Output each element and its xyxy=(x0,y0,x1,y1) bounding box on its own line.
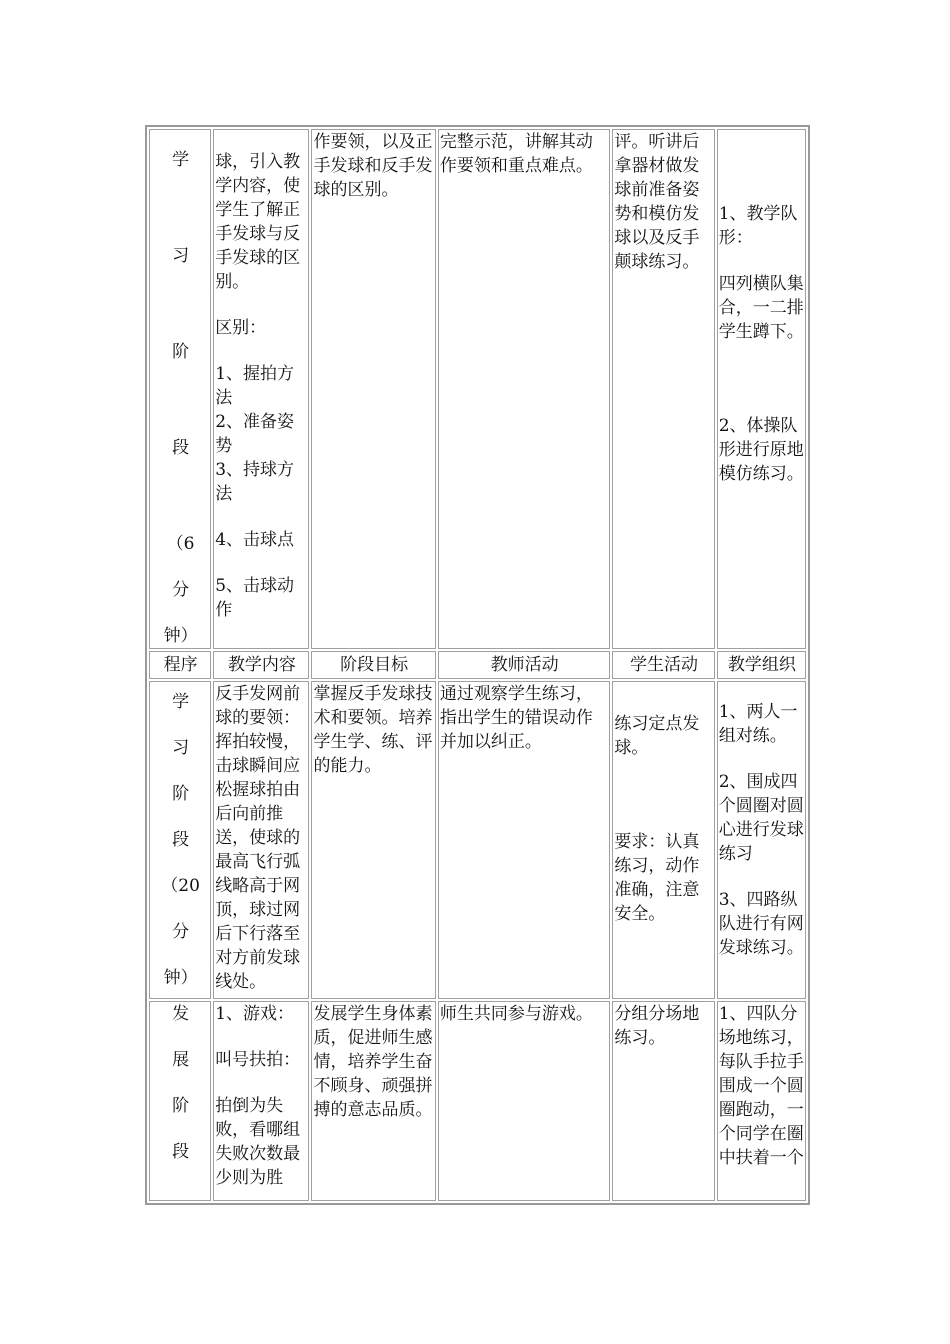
content-text: 球，引入教学内容，使学生了解正手发球与反手发球的区别。 xyxy=(215,152,301,292)
teacher-text: 师生共同参与游戏。 xyxy=(439,1004,593,1024)
content-cell xyxy=(213,1001,309,1201)
content-text: 3、持球方法 xyxy=(215,460,295,504)
teacher-text: 通过观察学生练习，指出学生的错误动作并加以纠正。 xyxy=(439,684,593,752)
stage-char: 分 xyxy=(172,580,190,600)
header-cell: 教师活动 xyxy=(438,651,611,679)
org-text: 1、教学队形： xyxy=(718,204,798,248)
goal-cell xyxy=(311,129,435,649)
org-text: 1、四队分场地练习，每队手拉手围成一个圆圈跑动，一个同学在圈中扶着一个 xyxy=(718,1004,804,1168)
teacher-cell xyxy=(438,681,611,999)
student-text: 评。听讲后拿器材做发球前准备姿势和模仿发球以及反手颠球练习。 xyxy=(614,132,700,272)
stage-char: 阶 xyxy=(172,784,190,804)
content-text: 区别： xyxy=(215,318,267,338)
header-cell: 教学内容 xyxy=(213,651,309,679)
content-cell xyxy=(213,681,309,999)
org-cell xyxy=(717,129,806,649)
stage-char: 钟） xyxy=(163,968,198,988)
header-cell: 学生活动 xyxy=(612,651,714,679)
header-cell: 阶段目标 xyxy=(311,651,435,679)
student-text: 分组分场地练习。 xyxy=(614,1004,700,1048)
stage-char: （6 xyxy=(166,534,195,554)
goal-text: 发展学生身体素质，促进师生感情，培养学生奋不顾身、顽强拼搏的意志品质。 xyxy=(313,1004,433,1120)
content-text: 4、击球点 xyxy=(215,530,295,550)
goal-text: 掌握反手发球技术和要领。培养学生学、练、评的能力。 xyxy=(313,684,433,776)
content-text: 反手发网前球的要领：挥拍较慢，击球瞬间应松握球拍由后向前推送，使球的最高飞行弧线略高于网顶，球过网后下行落至对方前发球线处。 xyxy=(215,684,301,992)
content-text: 1、握拍方法 xyxy=(215,364,295,408)
table-row xyxy=(149,129,806,649)
student-cell xyxy=(612,681,714,999)
content-text: 叫号扶拍： xyxy=(215,1050,301,1070)
stage-cell xyxy=(149,129,211,649)
stage-char: 发 xyxy=(172,1004,190,1024)
content-text: 1、游戏： xyxy=(215,1004,295,1024)
stage-char: 分 xyxy=(172,922,190,942)
org-cell xyxy=(717,681,806,999)
stage-char: 展 xyxy=(172,1050,190,1070)
table-row xyxy=(149,1001,806,1201)
stage-char: 段 xyxy=(172,438,190,458)
goal-cell xyxy=(311,681,435,999)
stage-char: 阶 xyxy=(172,1096,190,1116)
content-text: 2、准备姿势 xyxy=(215,412,295,456)
stage-char: 习 xyxy=(172,738,190,758)
table-row xyxy=(149,681,806,999)
stage-char: 段 xyxy=(172,830,190,850)
teacher-text: 完整示范，讲解其动作要领和重点难点。 xyxy=(439,132,593,176)
header-cell: 程序 xyxy=(149,651,211,679)
org-text: 3、四路纵队进行有网发球练习。 xyxy=(718,890,804,958)
goal-text: 作要领，以及正手发球和反手发球的区别。 xyxy=(313,132,433,200)
stage-char: 学 xyxy=(172,150,190,170)
stage-char: 学 xyxy=(172,692,190,712)
header-cell: 教学组织 xyxy=(717,651,806,679)
student-cell xyxy=(612,129,714,649)
stage-char: 钟） xyxy=(163,626,198,646)
org-text: 2、体操队形进行原地模仿练习。 xyxy=(718,416,804,484)
content-text: 5、击球动作 xyxy=(215,576,295,620)
student-cell xyxy=(612,1001,714,1201)
org-text: 2、围成四个圆圈对圆心进行发球练习 xyxy=(718,772,804,864)
stage-char: 段 xyxy=(172,1142,190,1162)
stage-cell xyxy=(149,681,211,999)
lesson-plan-table xyxy=(145,125,810,1205)
student-text: 练习定点发球。 xyxy=(614,714,700,758)
content-cell xyxy=(213,129,309,649)
org-text: 1、两人一组对练。 xyxy=(718,702,798,746)
stage-char: （20 xyxy=(161,876,200,896)
stage-char: 阶 xyxy=(172,342,190,362)
content-text: 拍倒为失败，看哪组失败次数最少则为胜 xyxy=(215,1096,301,1188)
org-text: 四列横队集合，一二排学生蹲下。 xyxy=(718,274,804,342)
goal-cell xyxy=(311,1001,435,1201)
student-text: 要求：认真练习，动作准确，注意安全。 xyxy=(614,832,700,924)
header-row xyxy=(149,651,806,679)
teacher-cell xyxy=(438,1001,611,1201)
teacher-cell xyxy=(438,129,611,649)
stage-cell xyxy=(149,1001,211,1201)
stage-char: 习 xyxy=(172,246,190,266)
org-cell xyxy=(717,1001,806,1201)
